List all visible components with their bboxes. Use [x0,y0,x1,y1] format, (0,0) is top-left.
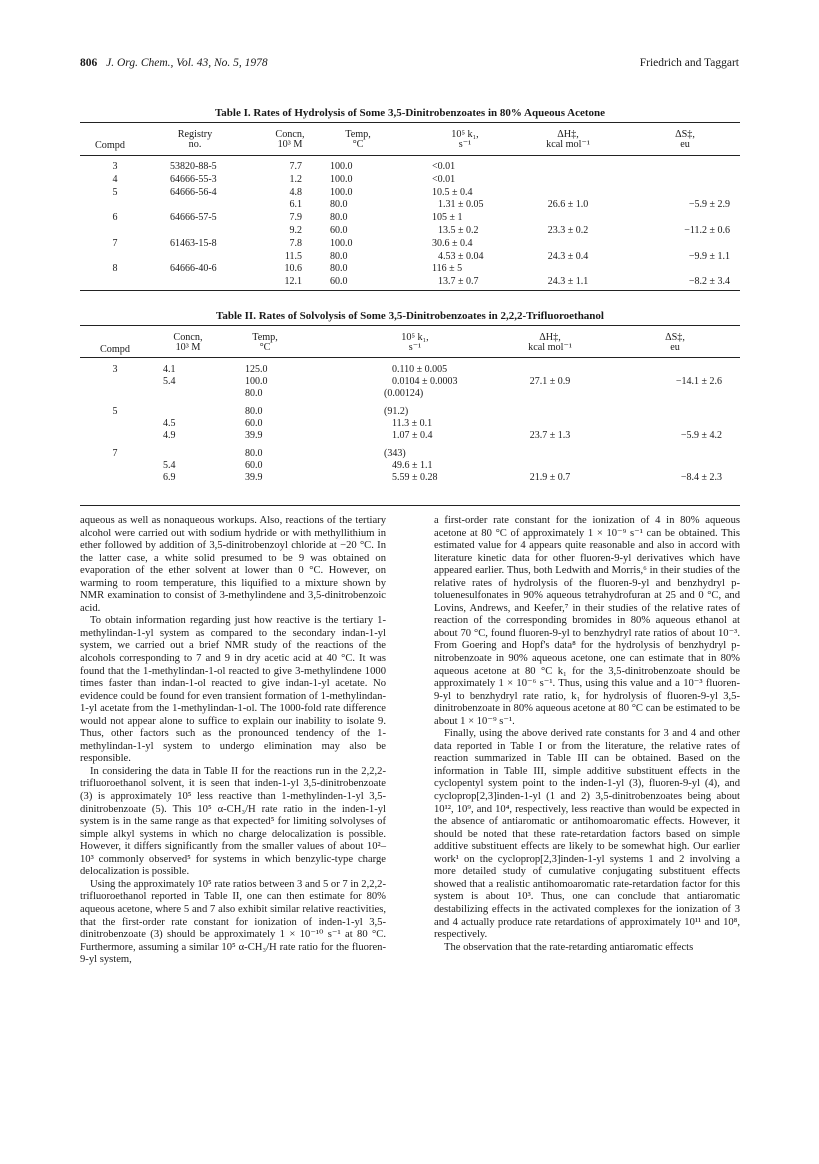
table-cell: 10.5 ± 0.4 [432,186,473,198]
paragraph: a first-order rate constant for the ionization of 4 in 80% aqueous acetone at 80 °C of approximately 1 × 10⁻⁹ s⁻¹ can be obtained. This estimated value for 4 appears quite reasonable and also in accord with literature kinetic data for other fluoren-9-yl derivatives which have appeared earlier. Thus, both Ledwith and Morris,⁶ in their studies of the relative rates of hydrolysis of the fluoren-9-yl and benzhydryl p-toluenesulfonates in 90% aqueous tetrahydrofuran at 25 and 0 °C, and Lovins, Andrews, and Keefer,⁷ in their studies of the relative rates of reaction of the corresponding bromides in 80% aqueous ethanol at about 70 °C, found fluoren-9-yl to benzhydryl rate ratios of about 10⁻³. From Goering and Hopf's data⁸ for the hydrolysis of benzhydryl p-nitrobenzoate in 90% aqueous acetone, one can estimate that in 80% aqueous acetone at 80 °C k₁ for the 3,5-dinitrobenzoate should be approximately 1 × 10⁻⁶ s⁻¹. Thus, using this value and a 10⁻³ fluoren-9-yl to benzhydryl rate ratio, k₁ for hydrolysis of fluoren-9-yl 3,5-dinitrobenzoate in 80% aqueous acetone at 80 °C can be estimated to be about 1 × 10⁻⁹ s⁻¹. [434,515,740,727]
table2-bottom-rule [80,505,740,506]
table-cell: 49.6 ± 1.1 [392,460,433,471]
table-cell: 64666-40-6 [170,263,217,275]
table-cell: 6.9 [163,472,176,483]
table-cell: 4.9 [163,430,176,441]
table-cell: 5.4 [163,460,176,471]
paragraph: The observation that the rate-retarding antiaromatic effects [444,941,694,953]
table-cell: 80.0 [330,250,348,262]
table-cell: 12.1 [284,276,302,288]
table-cell: 5.59 ± 0.28 [392,472,438,483]
table-cell: <0.01 [432,173,456,185]
table1-top-rule [80,122,740,123]
table-cell: 100.0 [330,173,353,185]
table-cell: 100.0 [330,237,353,249]
table-cell: 61463-15-8 [170,237,217,249]
table-cell: 5 [112,406,118,417]
table1-bottom-rule [80,290,740,291]
table2-caption: Table II. Rates of Solvolysis of Some 3,5-Dinitrobenzoates in 2,2,2-Trifluoroethanol [216,310,604,322]
table-cell: −8.4 ± 2.3 [680,472,722,483]
paragraph: Finally, using the above derived rate constants for 3 and 4 and other data reported in Table I or from the literature, the relative rates of reaction summarized in Table III can be obtained. Based on the information in Table III, simple additive substituent effects in the cyclopentyl system point to the inden-1-yl (3), fluoren-9-yl (4), and cycloprop[2,3]inden-1-yl (1 and 2) 3,5-dinitrobenzoates being about 10¹², 10⁹, and 10⁴, respectively, less reactive than would be expected in the absence of antiaromatic or antihomoaromatic effects. However, it should be noted that these rate-retardation factors based on simple additive substituent effects are likely to be somewhat high. Our earlier work¹ on the cycloprop[2,3]inden-1-yl systems 1 and 2 involving a more detailed study of cumulative conjugating substituent effects showed that a realistic antihomoaromatic rate-retardation factor for this system is about 10³. Thus, one can conclude that antiaromatic destabilizing effects in the activated complexes for the ionization of 3 and 4 actually produce rate retardations of approximately 10¹¹ and 10⁸, respectively. [434,728,740,941]
table-cell: 13.7 ± 0.7 [438,276,479,288]
table2-header-concn: Concn, 10³ M [173,332,203,353]
table-cell: (343) [384,448,406,459]
table-cell: 27.1 ± 0.9 [529,376,571,387]
table-cell: 5 [112,186,118,198]
table-cell: 13.5 ± 0.2 [438,225,479,236]
table2-top-rule [80,325,740,326]
table-cell: 80.0 [245,448,263,459]
table-cell: 100.0 [330,186,353,198]
table1-header-temp: Temp, °C [345,129,371,150]
table-cell: 0.110 ± 0.005 [392,364,448,375]
table-cell: 80.0 [330,212,348,224]
journal-citation: J. Org. Chem., Vol. 43, No. 5, 1978 [106,57,268,69]
table-cell: 100.0 [245,376,268,387]
table-cell: 7.8 [289,237,302,249]
paragraph: aqueous as well as nonaqueous workups. Also, reactions of the tertiary alcohol were carried out with sodium hydride or with methyllithium in ether followed by addition of 3,5-dinitrobenzoyl chloride at −20 °C. In the latter case, a white solid presumed to be 9 was obtained on evaporation of the ether solvent at lower than 0 °C. However, on warming to room temperature, this liquified to a mixture shown by NMR examination to consist of 3-methylindene and 3,5-dinitrobenzoic acid. [80,515,386,614]
page-number: 806 [80,57,98,69]
table-cell: −11.2 ± 0.6 [684,225,730,236]
paragraph: In considering the data in Table II for the reactions run in the 2,2,2-trifluoroethanol solvent, it is seen that inden-1-yl 3,5-dinitrobenzoate (3) is approximately 10⁵ less reactive than 1-methylinden-1-yl 3,5-dinitrobenzoate (5). This 10⁵ α-CH₃/H rate ratio in the inden-1-yl system is in the same range as that expected⁵ for limiting solvolyses of simple alkyl systems in which no charge delocalization is possible. However, it differs significantly from the smaller values of about 10²–10³ commonly observed⁵ for systems in which benzylic-type charge delocalization is possible. [80,765,386,878]
table-cell: 9.2 [289,225,302,236]
table-cell: 11.5 [284,250,302,262]
body-column-left [80,515,386,967]
table-cell: 4.8 [289,186,302,198]
table-cell: 4.53 ± 0.04 [438,250,484,262]
table-cell: 60.0 [245,460,263,471]
table-cell: (91.2) [384,406,409,417]
table-cell: 64666-56-4 [170,186,217,198]
table-cell: 116 ± 5 [432,263,463,275]
table-cell: 6.1 [289,199,302,211]
table-cell: 1.31 ± 0.05 [438,199,484,211]
table-cell: 4 [112,173,118,185]
table1-header-ds: ΔS‡, eu [675,129,695,150]
table-cell: 24.3 ± 1.1 [547,276,589,288]
table-cell: 53820-88-5 [170,161,217,172]
table-cell: 1.07 ± 0.4 [392,430,433,441]
table2-header-ds: ΔS‡, eu [665,332,685,353]
table-cell: 60.0 [245,418,263,429]
table-cell: 64666-55-3 [170,173,217,185]
table-cell: −14.1 ± 2.6 [675,376,722,387]
paragraph: Using the approximately 10⁵ rate ratios between 3 and 5 or 7 in 2,2,2-trifluoroethanol reported in Table II, one can then estimate for 80% aqueous acetone, where 5 and 7 also exhibit similar relative reactivities, that the first-order rate constant for ionization of inden-1-yl 3,5-dinitrobenzoate (3) should be approximately 1 × 10⁻¹⁰ s⁻¹ at 80 °C. Furthermore, assuming a similar 10⁵ α-CH₃/H rate ratio for the fluoren-9-yl system, [80,878,386,966]
running-header-authors: Friedrich and Taggart [639,57,739,69]
table2-header-k1: 10⁵ k₁, s⁻¹ [401,332,429,353]
paragraph: To obtain information regarding just how reactive is the tertiary 1-methylindan-1-yl system as compared to the secondary indan-1-yl system, we carried out a brief NMR study of the reactions of the alcohols corresponding to 7 and 9 in dry acetic acid at 40 °C. It was found that the 1-methylindan-1-ol reacted to give 3-methylindene 1000 times faster than indan-1-ol reacted to give indan-1-yl acetate. No evidence could be found for even transient formation of 1-methylindan-1-yl acetate from the 1-methylindan-1-ol. The 1000-fold rate difference would not appear alone to suffice to explain our inability to isolate 9. Thus, other factors such as the pronounced tendency of the 1-methylindan-1-yl system to undergo elimination may also be responsible. [80,615,386,765]
table-cell: 8 [112,263,118,275]
table-cell: 125.0 [245,364,268,375]
table-cell: 6 [112,212,118,224]
table-cell: <0.01 [432,161,456,172]
table-cell: 0.0104 ± 0.0003 [392,376,458,387]
table-cell: 80.0 [330,263,348,275]
table-cell: 80.0 [245,406,263,417]
table-cell: (0.00124) [384,388,424,399]
table2-header-dh: ΔH‡, kcal mol⁻¹ [528,332,572,353]
table-cell: 64666-57-5 [170,212,217,224]
running-header-left [80,57,268,69]
table-cell: 24.3 ± 0.4 [547,250,589,262]
table-cell: 3 [112,364,118,375]
table-cell: 100.0 [330,161,353,172]
table-cell: 4.1 [163,364,176,375]
table-cell: 105 ± 1 [432,212,463,224]
table1-header-compd: Compd [94,140,125,151]
table-cell: 7 [112,448,118,459]
table-cell: −8.2 ± 3.4 [688,276,730,288]
table-cell: −9.9 ± 1.1 [688,250,730,262]
table-cell: 5.4 [163,376,176,387]
table-cell: 4.5 [163,418,176,429]
table-cell: −5.9 ± 2.9 [688,199,730,211]
table1-header-k1: 10⁵ k₁, s⁻¹ [451,129,479,150]
table-cell: 7.7 [289,161,302,172]
table-cell: 39.9 [245,472,263,483]
table-cell: 7.9 [289,212,302,224]
table-cell: 21.9 ± 0.7 [529,472,571,483]
table-cell: 26.6 ± 1.0 [547,199,589,211]
table-cell: 11.3 ± 0.1 [392,418,433,429]
table1-caption: Table I. Rates of Hydrolysis of Some 3,5-Dinitrobenzoates in 80% Aqueous Acetone [214,107,605,119]
table-cell: 80.0 [330,199,348,211]
table1-header-concn: Concn, 10³ M [275,129,305,150]
table1-header-dh: ΔH‡, kcal mol⁻¹ [546,129,590,150]
table-cell: 60.0 [330,225,348,236]
table-cell: −5.9 ± 4.2 [680,430,722,441]
table-cell: 1.2 [289,173,302,185]
table2-header-temp: Temp, °C [252,332,278,353]
table-cell: 60.0 [330,276,348,288]
body-column-right [434,515,740,954]
table1-header-registry: Registry no. [177,129,213,150]
table-cell: 80.0 [245,388,263,399]
table-cell: 39.9 [245,430,263,441]
table2-header-rule [80,357,740,358]
table-cell: 23.7 ± 1.3 [529,430,571,441]
table-cell: 30.6 ± 0.4 [432,237,473,249]
table-cell: 3 [112,161,118,172]
table-cell: 7 [112,237,118,249]
table-cell: 10.6 [284,263,302,275]
table1-header-rule [80,155,740,156]
table2-header-compd: Compd [99,344,130,355]
table-cell: 23.3 ± 0.2 [547,225,589,236]
